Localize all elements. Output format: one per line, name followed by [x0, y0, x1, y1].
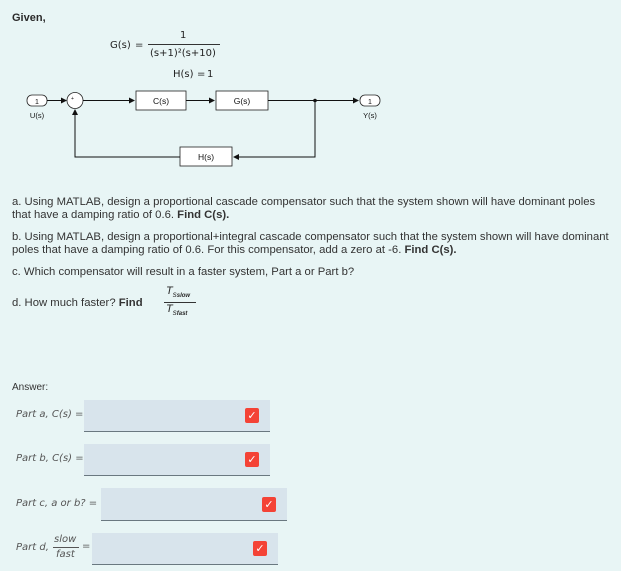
part-d-check-icon: ✓	[253, 541, 267, 556]
part-b-input[interactable]	[84, 444, 270, 476]
part-a-input[interactable]	[84, 400, 270, 432]
g-fraction-bar	[148, 44, 220, 45]
g-equals: =	[135, 40, 144, 51]
g-label: G(s)	[110, 40, 131, 51]
summing-junction	[67, 93, 83, 109]
sum-sign: +	[71, 96, 74, 102]
input-value: 1	[35, 99, 39, 106]
g-numerator: 1	[180, 30, 187, 41]
h-value: 1	[207, 69, 214, 80]
question-d: d. How much faster? Find	[12, 297, 143, 309]
output-label: Y(s)	[363, 111, 377, 120]
h-equals: =	[197, 69, 206, 80]
output-value: 1	[368, 99, 372, 106]
part-b-check-icon: ✓	[245, 452, 259, 467]
part-d-numerator: slow	[54, 534, 77, 545]
part-c-input[interactable]	[101, 488, 287, 521]
block-diagram	[0, 80, 621, 180]
part-b-label: Part b, C(s) =	[16, 453, 84, 464]
given-heading: Given,	[12, 12, 46, 24]
input-label: U(s)	[29, 111, 45, 120]
controller-label: C(s)	[152, 96, 170, 106]
ts-fast-fraction-denominator: $T_{sfast}$	[166, 303, 188, 318]
part-d-equals: =	[82, 541, 91, 552]
part-d-fraction-bar	[53, 547, 79, 548]
part-a-label: Part a, C(s) =	[16, 409, 84, 420]
part-c-label: Part c, a or b? =	[16, 498, 98, 509]
part-c-check-icon: ✓	[262, 497, 276, 512]
question-c: c. Which compensator will result in a faster system, Part a or Part b?	[12, 266, 355, 278]
h-label: H(s)	[173, 69, 194, 80]
question-b: b. Using MATLAB, design a proportional+integral cascade compensator such that the system shown will have dominant poles that have a damping ratio of 0.6. For this compensator, add a zero at -6. Find C(s).	[12, 231, 609, 256]
part-d-denominator: fast	[56, 549, 75, 560]
part-d-input[interactable]	[92, 533, 278, 565]
ts-slow-fraction-numerator: $T_{sslow}$	[166, 285, 191, 300]
part-d-label: Part d,	[16, 542, 49, 553]
part-a-check-icon: ✓	[245, 408, 259, 423]
question-a: a. Using MATLAB, design a proportional cascade compensator such that the system shown will have dominant poles that have a damping ratio of 0.6. Find C(s).	[12, 196, 596, 221]
plant-label: G(s)	[233, 96, 251, 106]
answer-heading: Answer:	[12, 382, 49, 393]
feedback-label: H(s)	[197, 152, 215, 162]
g-denominator: (s+1)²(s+10)	[150, 48, 216, 59]
